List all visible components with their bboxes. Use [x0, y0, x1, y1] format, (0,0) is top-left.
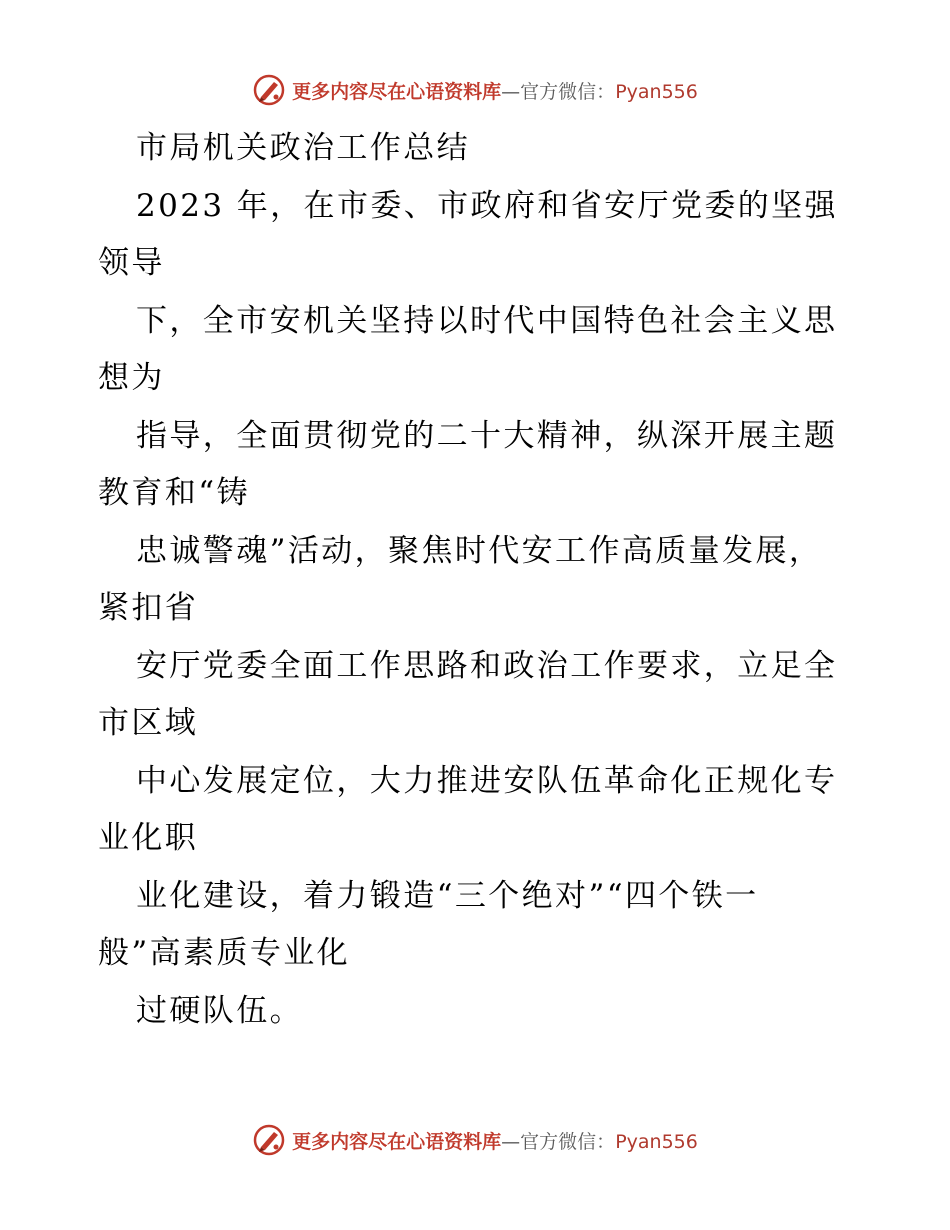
paragraph-line: 2023 年，在市委、市政府和省安厅党委的坚强: [136, 187, 838, 224]
paragraph-line: 教育和“铸: [98, 475, 250, 511]
paragraph-line: 过硬队伍。: [136, 992, 303, 1029]
paragraph-line: 业化建设，着力锻造“三个绝对”“四个铁一: [136, 877, 759, 914]
banner-text-part3: —官方微信：: [501, 80, 616, 103]
paragraph-line: 想为: [98, 360, 165, 396]
paragraph-line: 下，全市安机关坚持以时代中国特色社会主义思: [136, 302, 838, 339]
banner-text: [292, 77, 698, 104]
paragraph-line: 忠诚警魂”活动，聚焦时代安工作高质量发展，: [136, 532, 823, 569]
paragraph-line: 紧扣省: [98, 590, 199, 626]
logo-icon: [252, 1123, 286, 1157]
paragraph-line: 中心发展定位，大力推进安队伍革命化正规化专: [136, 762, 838, 799]
document-body: [98, 120, 858, 1040]
footer-banner: [0, 1120, 950, 1160]
banner-text-part2: 心语资料库: [406, 1130, 502, 1153]
banner-text-part4: Pyan556: [615, 1130, 698, 1153]
banner-text-part4: Pyan556: [615, 80, 698, 103]
paragraph-line: 指导，全面贯彻党的二十大精神，纵深开展主题: [136, 417, 838, 454]
paragraph-line: 安厅党委全面工作思路和政治工作要求，立足全: [136, 647, 838, 684]
banner-text-part2: 心语资料库: [406, 80, 502, 103]
banner-text-part3: —官方微信：: [501, 1130, 616, 1153]
paragraph-line: 领导: [98, 245, 165, 281]
banner-text-part1: 更多内容尽在: [292, 1130, 407, 1153]
document-title: 市局机关政治工作总结: [136, 130, 470, 166]
paragraph-line: 市区域: [98, 705, 199, 741]
banner-text: [292, 1127, 698, 1154]
banner-text-part1: 更多内容尽在: [292, 80, 407, 103]
header-banner: [0, 70, 950, 110]
paragraph-line: 般”高素质专业化: [98, 935, 351, 971]
paragraph-line: 业化职: [98, 820, 199, 856]
logo-icon: [252, 73, 286, 107]
